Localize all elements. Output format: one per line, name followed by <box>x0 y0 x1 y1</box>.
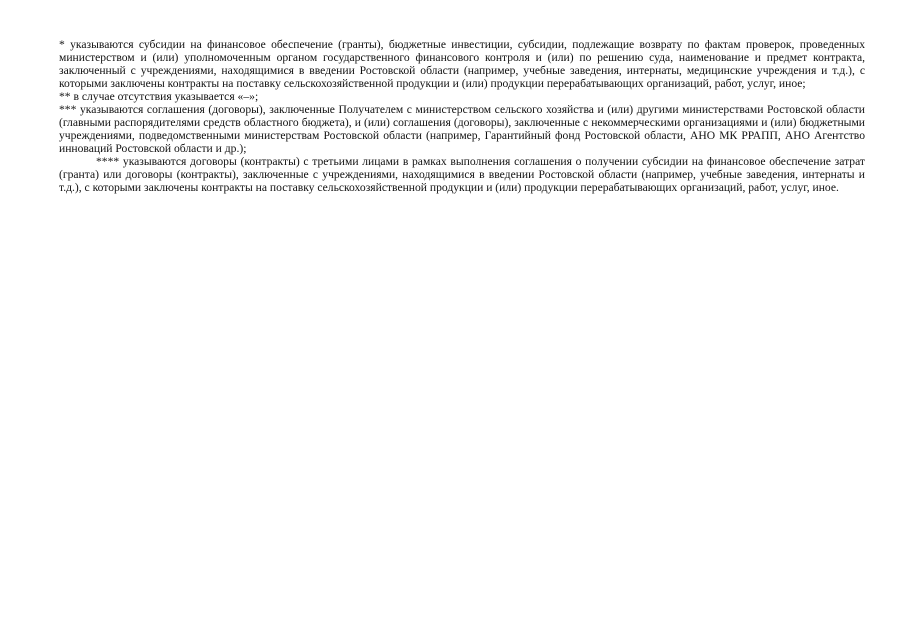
footnote-triple-asterisk: *** указываются соглашения (договоры), заключенные Получателем с министерством сельского хозяйства и (или) другими министерствами Ростовской области (главными распорядителями средств областного бюджета), и (или) соглашения (договоры), заключенные с некоммерческими организациями и (или) бюджетными учреждениями, подведомственными министерствам Ростовской области (например, Гарантийный фонд Ростовской области, АНО МК РРАПП, АНО Агентство инноваций Ростовской области и др.); <box>59 103 865 155</box>
document-page <box>59 38 865 194</box>
footnote-double-asterisk: ** в случае отсутствия указывается «–»; <box>59 90 259 103</box>
footnote-single-asterisk: * указываются субсидии на финансовое обеспечение (гранты), бюджетные инвестиции, субсидии, подлежащие возврату по фактам проверок, проведенных министерством и (или) уполномоченным органом государственного финансового контроля и (или) по решению суда, наименование и предмет контракта, заключенный с учреждениями, находящимися в введении Ростовской области (например, учебные заведения, интернаты, медицинские учреждения и т.д.), с которыми заключены контракты на поставку сельскохозяйственной продукции и (или) продукции перерабатывающих организаций, работ, услуг, иное; <box>59 38 865 90</box>
footnote-quadruple-asterisk: **** указываются договоры (контракты) с третьими лицами в рамках выполнения соглашения о получении субсидии на финансовое обеспечение затрат (гранта) или договоры (контракты), заключенные с учреждениями, находящимися в введении Ростовской области (например, учебные заведения, интернаты и т.д.), с которыми заключены контракты на поставку сельскохозяйственной продукции и (или) продукции перерабатывающих организаций, работ, услуг, иное. <box>59 155 865 194</box>
